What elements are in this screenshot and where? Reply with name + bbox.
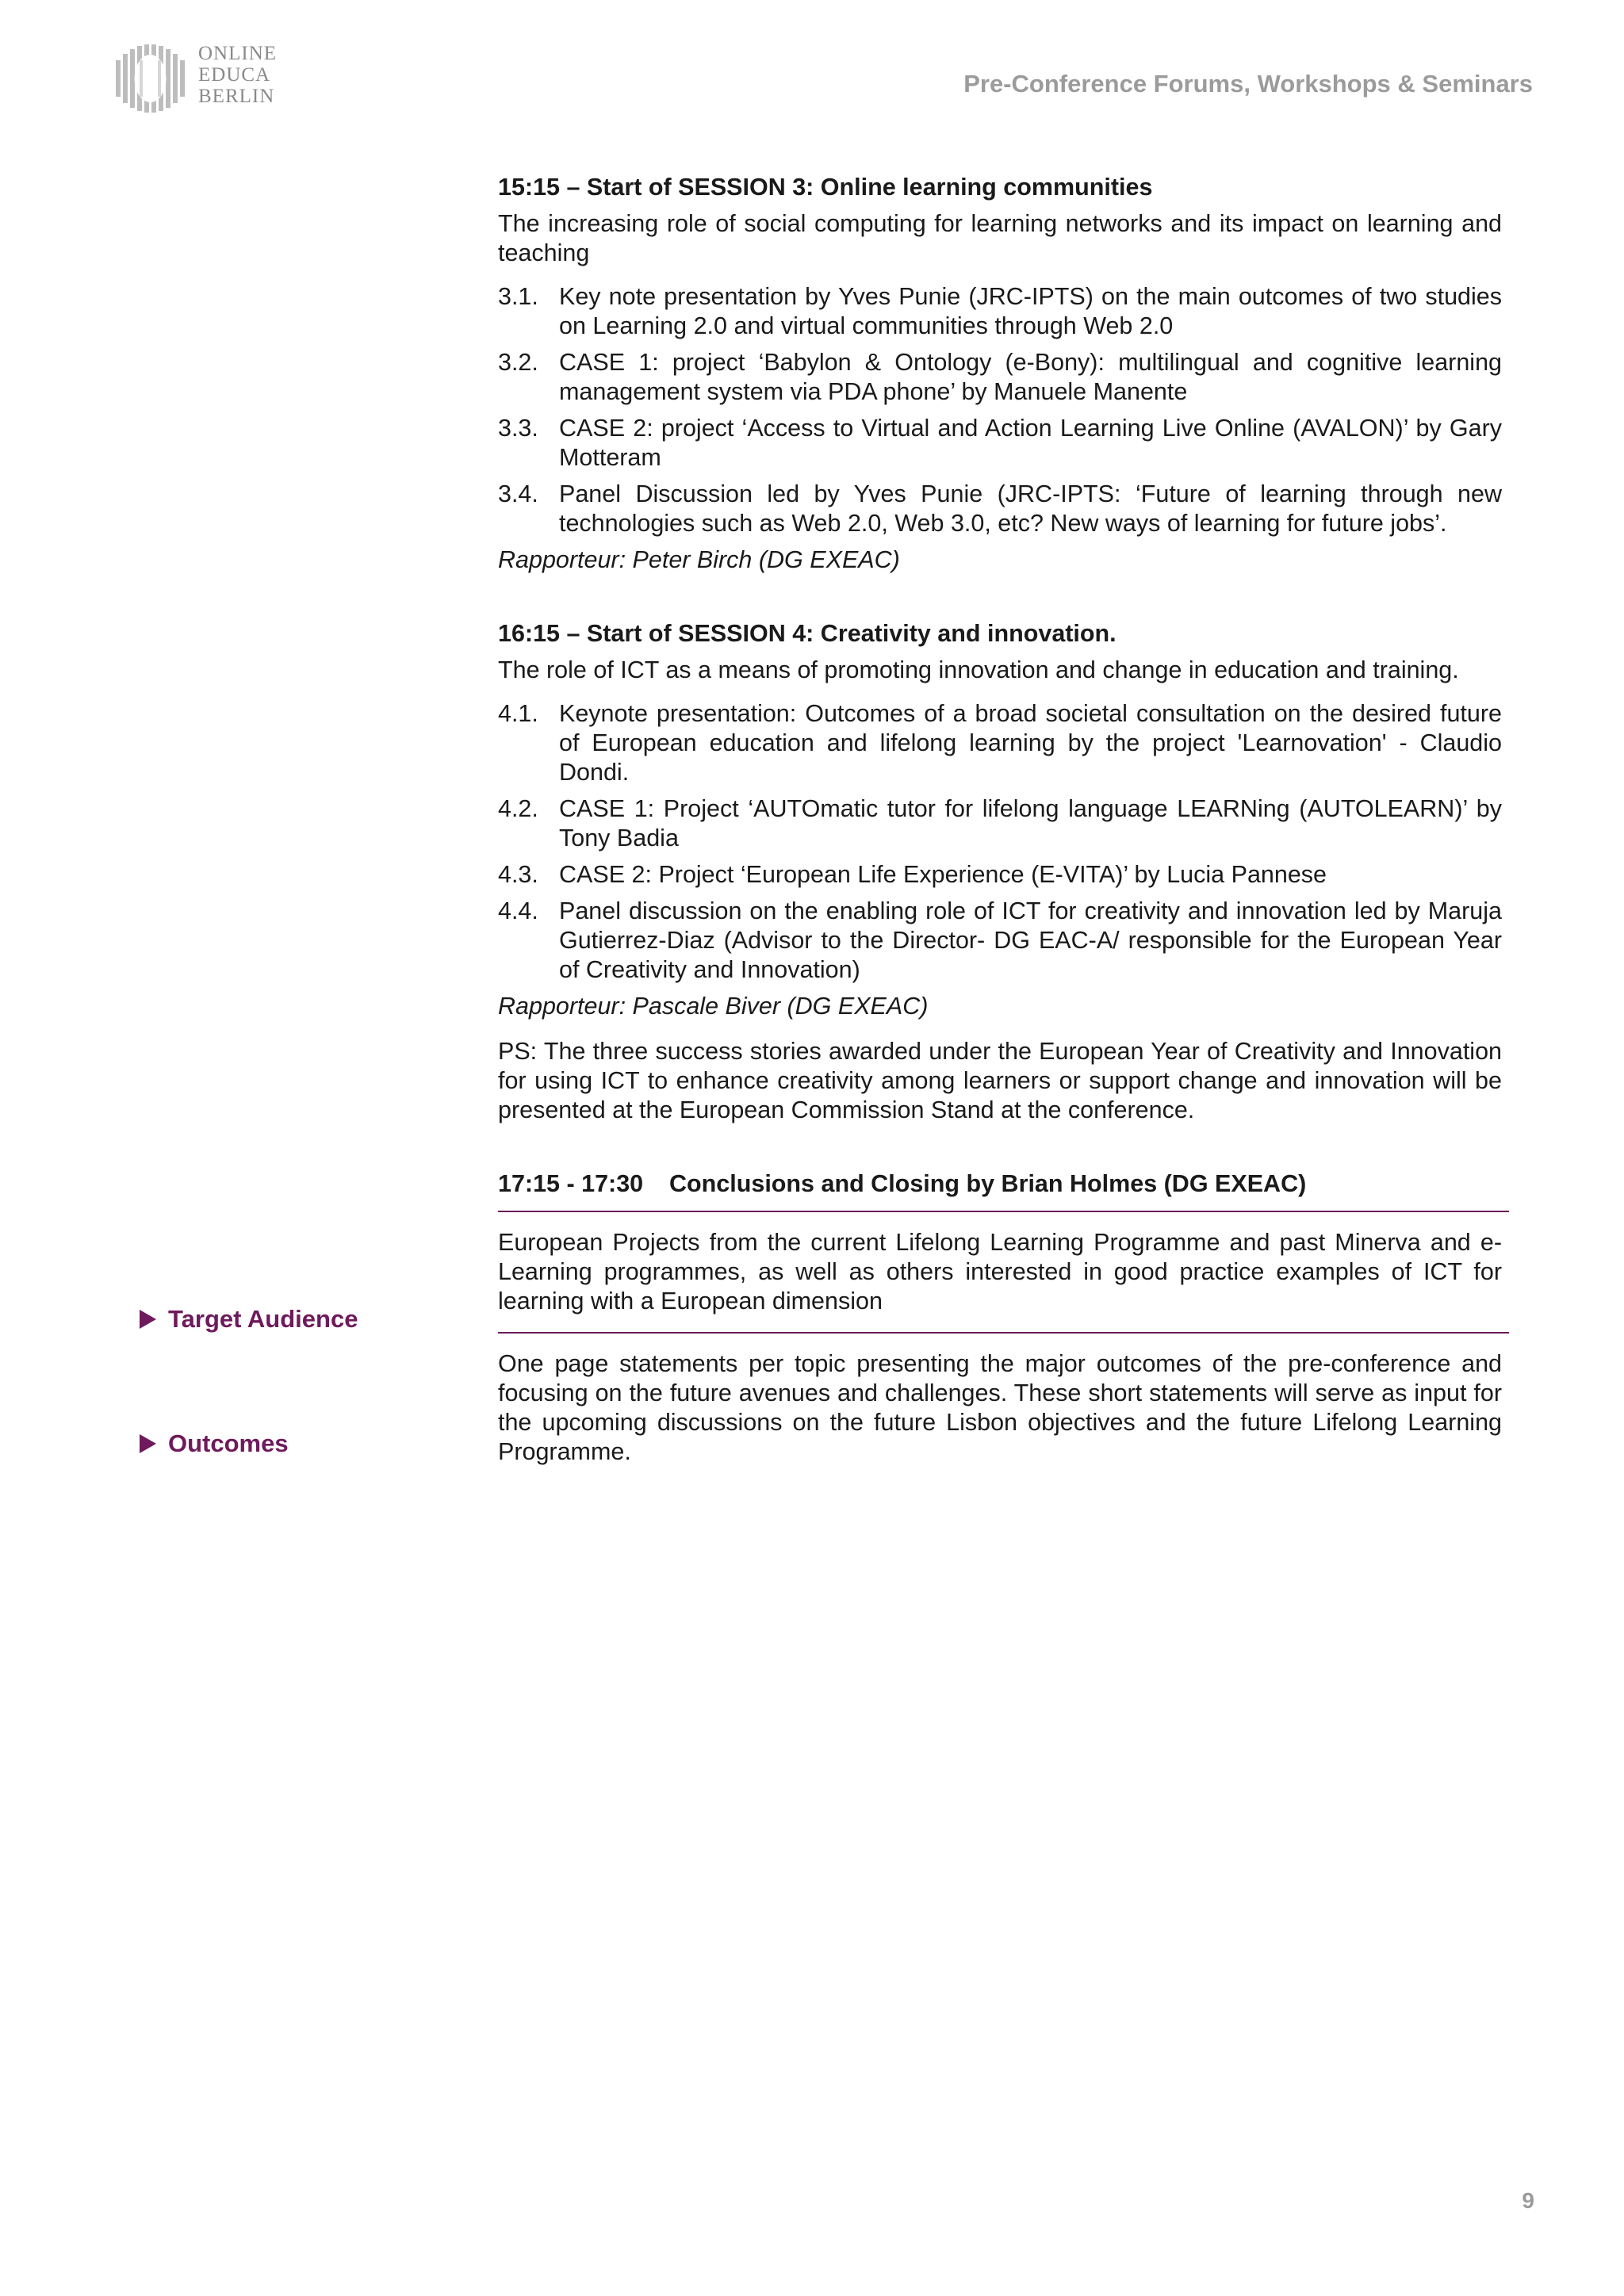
logo-mark-icon bbox=[116, 44, 189, 113]
list-item bbox=[498, 480, 1502, 538]
item-number: 4.3. bbox=[498, 861, 538, 888]
list-item bbox=[498, 860, 1502, 890]
item-text: Keynote presentation: Outcomes of a broad societal consultation on the desired future of European education and lifelong learning by the project 'Learnovation' - Claudio Dondi. bbox=[559, 700, 1502, 786]
item-text: Panel Discussion led by Yves Punie (JRC-IPTS: ‘Future of learning through new technologies such as Web 2.0, Web 3.0, etc? New ways of learning for future jobs’. bbox=[559, 480, 1502, 537]
triangle-right-icon bbox=[140, 1310, 156, 1329]
item-number: 3.2. bbox=[498, 349, 538, 376]
item-number: 3.3. bbox=[498, 415, 538, 442]
item-number: 4.4. bbox=[498, 897, 538, 924]
triangle-right-icon bbox=[140, 1434, 156, 1453]
item-text: CASE 2: Project ‘European Life Experience (E-VITA)’ by Lucia Pannese bbox=[559, 861, 1327, 888]
section-divider bbox=[498, 1211, 1509, 1212]
conclusion-time: 17:15 - 17:30 bbox=[498, 1170, 644, 1197]
item-text: Key note presentation by Yves Punie (JRC-IPTS) on the main outcomes of two studies on Learning 2.0 and virtual communities through Web 2.0 bbox=[559, 283, 1502, 339]
logo bbox=[116, 43, 282, 114]
item-number: 3.1. bbox=[498, 283, 538, 310]
list-item bbox=[498, 282, 1502, 341]
list-item bbox=[498, 794, 1502, 853]
conclusion-line bbox=[498, 1169, 1502, 1199]
item-number: 4.2. bbox=[498, 795, 538, 822]
session3-heading: 15:15 – Start of SESSION 3: Online learning communities bbox=[498, 174, 1153, 201]
header-title: Pre-Conference Forums, Workshops & Seminars bbox=[963, 70, 1533, 98]
list-item bbox=[498, 699, 1502, 787]
session4-rapporteur: Rapporteur: Pascale Biver (DG EXEAC) bbox=[498, 993, 929, 1020]
item-text: CASE 2: project ‘Access to Virtual and Action Learning Live Online (AVALON)’ by Gary Motteram bbox=[559, 415, 1502, 471]
list-item bbox=[498, 897, 1502, 985]
session3-rapporteur: Rapporteur: Peter Birch (DG EXEAC) bbox=[498, 546, 900, 573]
target-audience-label: Target Audience bbox=[140, 1305, 358, 1334]
page-number: 9 bbox=[1522, 2188, 1534, 2213]
logo-wordmark bbox=[198, 43, 277, 107]
outcomes-text: One page statements per topic presenting the major outcomes of the pre-conference and focusing on the future avenues and challenges. These short statements will serve as input for the upcoming discussions on the future Lisbon objectives and the future Lifelong Learning Programme. bbox=[498, 1350, 1502, 1465]
conclusion-text: Conclusions and Closing by Brian Holmes (DG EXEAC) bbox=[669, 1170, 1307, 1197]
item-text: CASE 1: Project ‘AUTOmatic tutor for lifelong language LEARNing (AUTOLEARN)’ by Tony Badia bbox=[559, 795, 1502, 851]
session4-list bbox=[498, 699, 1502, 985]
logo-line-1: ONLINE bbox=[198, 43, 278, 64]
session4-intro: The role of ICT as a means of promoting innovation and change in education and training. bbox=[498, 656, 1459, 683]
session3-intro: The increasing role of social computing for learning networks and its impact on learning and teaching bbox=[498, 210, 1502, 266]
session3-list bbox=[498, 282, 1502, 538]
session4-heading: 16:15 – Start of SESSION 4: Creativity and innovation. bbox=[498, 620, 1116, 647]
logo-line-3: BERLIN bbox=[198, 86, 275, 107]
item-text: Panel discussion on the enabling role of ICT for creativity and innovation led by Maruja Gutierrez-Diaz (Advisor to the Director- DG EAC-A/ responsible for the European Year of Creativity and Innovation) bbox=[559, 897, 1502, 983]
logo-line-2: EDUCA bbox=[198, 64, 271, 86]
section-divider bbox=[498, 1332, 1509, 1334]
list-item bbox=[498, 348, 1502, 407]
target-audience-text: European Projects from the current Lifelong Learning Programme and past Minerva and e-Learning programmes, as well as others interested in good practice examples of ICT for learning with a European dimension bbox=[498, 1229, 1502, 1314]
main-content bbox=[498, 173, 1502, 1467]
list-item bbox=[498, 414, 1502, 473]
session4-ps: PS: The three success stories awarded under the European Year of Creativity and Innovation for using ICT to enhance creativity among learners or support change and innovation will be presented at the European Commission Stand at the conference. bbox=[498, 1038, 1502, 1123]
item-number: 4.1. bbox=[498, 700, 538, 727]
outcomes-label: Outcomes bbox=[140, 1429, 289, 1458]
item-text: CASE 1: project ‘Babylon & Ontology (e-Bony): multilingual and cognitive learning management system via PDA phone’ by Manuele Manente bbox=[559, 349, 1502, 405]
item-number: 3.4. bbox=[498, 480, 538, 507]
